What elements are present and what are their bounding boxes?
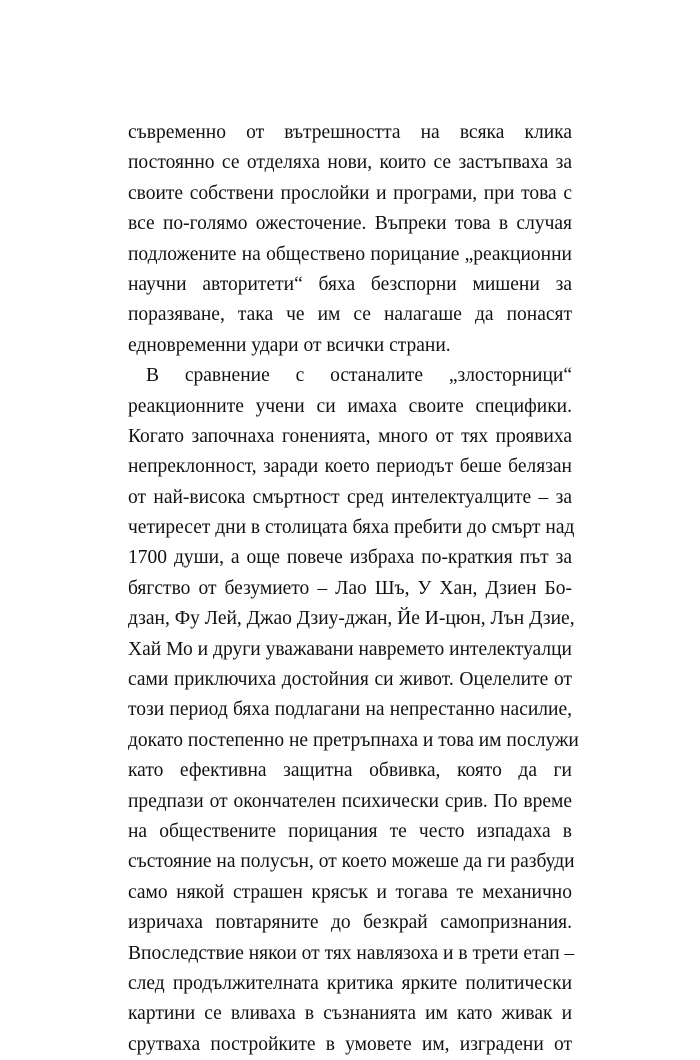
text-line: Впоследствие някои от тях навлязоха и в трети етап – [128,942,575,964]
text-line: на обществените порицания те често изпадаха в [128,820,572,842]
text-line: все по-голямо ожесточение. Въпреки това в случая [128,213,572,235]
text-line: постоянно се отделяха нови, които се застъпваха за [128,152,572,174]
text-line: своите собствени прослойки и програми, при това с [128,182,572,204]
text-line: бягство от безумието – Лао Шъ, У Хан, Дзиен Бо- [128,577,572,599]
text-line: Хай Мо и други уважавани навремето интелектуалци [128,638,572,660]
text-line: дзан, Фу Лей, Джао Дзиу-джан, Йе И-цюн, Лън Дзие, [128,608,575,630]
text-line: съвременно от вътрешността на всяка клика [128,122,572,143]
text-line: едновременни удари от всички страни. [128,334,451,356]
text-line: сами приключиха достойния си живот. Оцелелите от [128,669,572,691]
text-line: В сравнение с останалите „злосторници“ [146,365,572,387]
text-line: само някой страшен крясък и тогава те механично [128,881,572,903]
text-line: научни авторитети“ бяха безспорни мишени за [128,273,572,295]
text-line: предпази от окончателен психически срив. По време [128,790,572,812]
text-line: докато постепенно не претръпнаха и това им послужи [128,729,579,751]
text-line: реакционните учени си имаха своите специфики. [128,395,572,417]
text-line: Когато започнаха гоненията, много от тях проявиха [128,425,572,447]
text-line: четиресет дни в столицата бяха пребити до смърт над [128,517,575,539]
text-line: картини се вливаха в съзнанията им като живак и [128,1003,572,1025]
body-text [128,118,579,1060]
text-line: след продължителната критика ярките политически [128,972,572,994]
text-line: 1700 души, а още повече избраха по-краткия път за [128,547,572,569]
text-line: този период бяха подлагани на непрестанно насилие, [128,699,572,721]
text-line: поразяване, така че им се налагаше да понасят [128,304,572,326]
text-line: от най-висока смъртност сред интелектуалците – за [128,486,572,508]
text-line: срутваха постройките в умовете им, изградени от [128,1033,572,1055]
text-line: непреклонност, заради което периодът беше белязан [128,456,572,478]
text-line: изричаха повтаряните до безкрай самопризнания. [128,912,572,934]
text-line: като ефективна защитна обвивка, която да ги [128,760,572,782]
text-line: състояние на полусън, от което можеше да ги разбуди [128,851,575,873]
text-line: подложените на обществено порицание „реакционни [128,243,572,265]
